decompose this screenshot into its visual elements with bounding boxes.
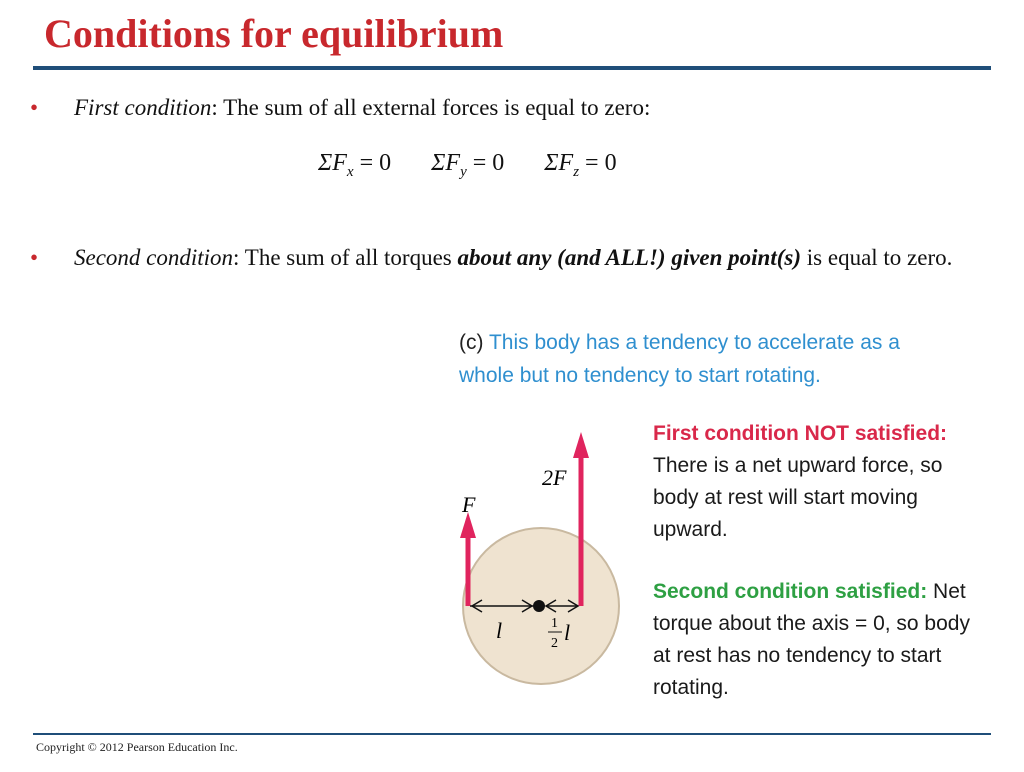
fraction-numerator: 1 bbox=[551, 616, 558, 631]
equation-z bbox=[544, 150, 616, 181]
eq-rhs: = 0 bbox=[585, 150, 617, 176]
note-first-condition bbox=[653, 418, 973, 546]
note-second-condition bbox=[653, 576, 973, 704]
eq-symbol: ΣF bbox=[544, 150, 574, 176]
note-highlight: First condition NOT satisfied: bbox=[653, 422, 948, 445]
eq-rhs: = 0 bbox=[359, 150, 392, 176]
force-label-left: F bbox=[462, 492, 476, 517]
bullet-icon: • bbox=[30, 95, 39, 120]
distance-label-right: l bbox=[564, 620, 571, 645]
eq-subscript: x bbox=[346, 163, 354, 180]
torque-figure bbox=[440, 322, 980, 718]
note-text: Net torque about the axis = 0, so body at rest has no tendency to start rotating. bbox=[653, 580, 970, 699]
bullet-lead: Second condition bbox=[74, 245, 234, 270]
force-arrowhead-right bbox=[573, 432, 589, 458]
note-text: There is a net upward force, so body at rest will start moving upward. bbox=[653, 454, 943, 541]
axis-point bbox=[533, 600, 545, 612]
eq-subscript: z bbox=[573, 163, 580, 180]
bullet-rest: : The sum of all external forces is equal to zero: bbox=[211, 95, 651, 120]
bullet-first-condition bbox=[30, 92, 930, 124]
fraction-denominator: 2 bbox=[551, 636, 558, 651]
bullet-mid: : The sum of all torques bbox=[233, 245, 458, 270]
bullet-lead: First condition bbox=[74, 95, 212, 120]
title-divider bbox=[33, 66, 991, 70]
eq-subscript: y bbox=[460, 163, 467, 180]
bullet-emphasis: about any (and ALL!) given point(s) bbox=[457, 245, 802, 270]
figure-caption bbox=[459, 326, 959, 392]
eq-symbol: ΣF bbox=[318, 150, 347, 176]
copyright-footer: Copyright © 2012 Pearson Education Inc. bbox=[36, 740, 238, 754]
bullet-icon: • bbox=[30, 245, 39, 270]
figure-caption-text: This body has a tendency to accelerate as a whole but no tendency to start rotating. bbox=[459, 331, 900, 387]
eq-symbol: ΣF bbox=[431, 150, 461, 176]
bullet-second-condition bbox=[30, 242, 990, 312]
force-label-right: 2F bbox=[542, 465, 567, 490]
bullet-rest: is equal to zero. bbox=[801, 245, 953, 270]
slide-title: Conditions for equilibrium bbox=[44, 11, 504, 56]
distance-label-left: l bbox=[496, 618, 503, 643]
equation-x bbox=[318, 150, 391, 181]
eq-rhs: = 0 bbox=[472, 150, 505, 176]
disk-diagram bbox=[440, 412, 660, 772]
equilibrium-equations bbox=[318, 150, 651, 181]
footer-divider bbox=[33, 733, 991, 735]
equation-y bbox=[431, 150, 504, 181]
bullet-text bbox=[74, 242, 974, 274]
bullet-text bbox=[74, 92, 650, 124]
figure-label: (c) bbox=[459, 331, 484, 354]
note-highlight: Second condition satisfied: bbox=[653, 580, 928, 603]
